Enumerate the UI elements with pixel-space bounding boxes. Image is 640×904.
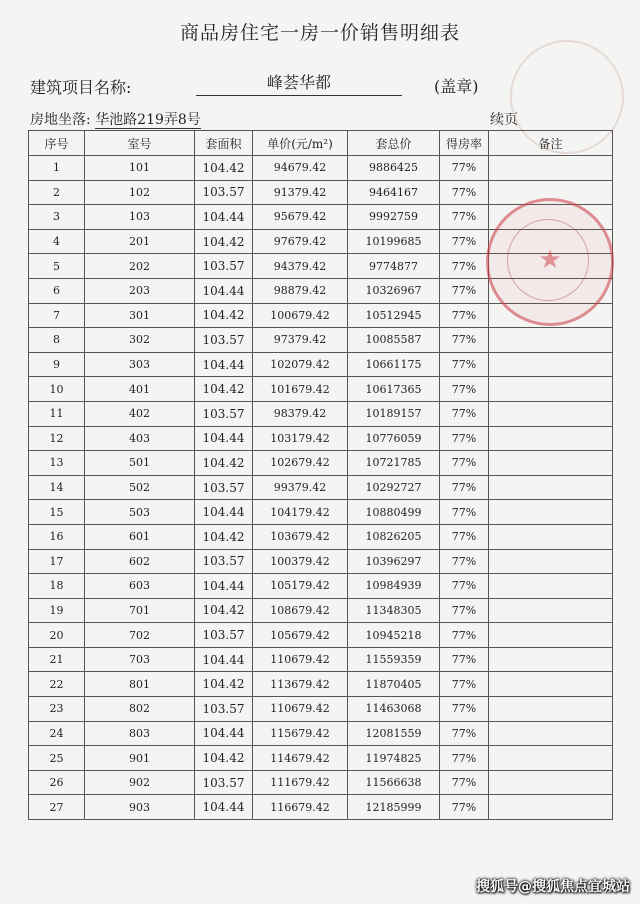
cell-room: 402 — [85, 401, 195, 426]
cell-unit-price: 99379.42 — [253, 475, 348, 500]
cell-unit-price: 100679.42 — [253, 303, 348, 328]
header-area: 套面积 — [195, 131, 253, 156]
cell-total-price: 9464167 — [348, 180, 440, 205]
cell-room: 502 — [85, 475, 195, 500]
table-row — [29, 352, 613, 377]
cell-index: 17 — [29, 549, 85, 574]
table-row — [29, 524, 613, 549]
cell-room: 601 — [85, 524, 195, 549]
cell-total-price: 11870405 — [348, 672, 440, 697]
cell-area: 103.57 — [195, 328, 253, 353]
header-efficiency: 得房率 — [440, 131, 489, 156]
cell-room: 602 — [85, 549, 195, 574]
cell-room: 902 — [85, 770, 195, 795]
cell-room: 701 — [85, 598, 195, 623]
cell-room: 703 — [85, 647, 195, 672]
cell-index: 14 — [29, 475, 85, 500]
cell-total-price: 9992759 — [348, 205, 440, 230]
cell-index: 7 — [29, 303, 85, 328]
cell-area: 104.44 — [195, 278, 253, 303]
address-label: 房地坐落: — [30, 112, 91, 128]
cell-efficiency: 77% — [440, 795, 489, 820]
cell-index: 21 — [29, 647, 85, 672]
cell-room: 801 — [85, 672, 195, 697]
cell-unit-price: 108679.42 — [253, 598, 348, 623]
cell-efficiency: 77% — [440, 475, 489, 500]
cell-efficiency: 77% — [440, 229, 489, 254]
cell-room: 501 — [85, 451, 195, 476]
cell-efficiency: 77% — [440, 205, 489, 230]
cell-unit-price: 104179.42 — [253, 500, 348, 525]
cell-area: 104.44 — [195, 721, 253, 746]
cell-area: 104.42 — [195, 672, 253, 697]
cell-area: 104.42 — [195, 229, 253, 254]
cell-total-price: 10189157 — [348, 401, 440, 426]
cell-unit-price: 97679.42 — [253, 229, 348, 254]
red-official-seal-icon: ★ — [486, 198, 614, 326]
cell-area: 104.42 — [195, 451, 253, 476]
header-unit-price: 单价(元/m²) — [253, 131, 348, 156]
cell-area: 104.44 — [195, 574, 253, 599]
table-row — [29, 328, 613, 353]
cell-room: 103 — [85, 205, 195, 230]
cell-unit-price: 95679.42 — [253, 205, 348, 230]
cell-remarks — [489, 697, 613, 722]
cell-remarks — [489, 647, 613, 672]
cell-efficiency: 77% — [440, 377, 489, 402]
address-line — [30, 109, 201, 129]
cell-unit-price: 103179.42 — [253, 426, 348, 451]
table-row — [29, 623, 613, 648]
cell-index: 12 — [29, 426, 85, 451]
cell-total-price: 10512945 — [348, 303, 440, 328]
cell-remarks — [489, 770, 613, 795]
cell-remarks — [489, 524, 613, 549]
project-name-value: 峰荟华都 — [196, 70, 402, 96]
cell-total-price: 9774877 — [348, 254, 440, 279]
cell-area: 103.57 — [195, 623, 253, 648]
cell-efficiency: 77% — [440, 647, 489, 672]
cell-remarks — [489, 574, 613, 599]
table-row — [29, 426, 613, 451]
cell-total-price: 12185999 — [348, 795, 440, 820]
cell-area: 104.42 — [195, 303, 253, 328]
cell-index: 9 — [29, 352, 85, 377]
cell-room: 401 — [85, 377, 195, 402]
cell-efficiency: 77% — [440, 328, 489, 353]
cell-index: 1 — [29, 156, 85, 181]
cell-remarks — [489, 795, 613, 820]
table-row — [29, 475, 613, 500]
cell-efficiency: 77% — [440, 352, 489, 377]
cell-unit-price: 105179.42 — [253, 574, 348, 599]
cell-index: 26 — [29, 770, 85, 795]
cell-index: 4 — [29, 229, 85, 254]
cell-unit-price: 102679.42 — [253, 451, 348, 476]
header-remarks: 备注 — [489, 131, 613, 156]
table-row — [29, 721, 613, 746]
cell-efficiency: 77% — [440, 401, 489, 426]
cell-remarks — [489, 401, 613, 426]
cell-area: 104.42 — [195, 598, 253, 623]
cell-remarks — [489, 426, 613, 451]
cell-index: 8 — [29, 328, 85, 353]
cell-room: 302 — [85, 328, 195, 353]
header-room: 室号 — [85, 131, 195, 156]
cell-remarks — [489, 598, 613, 623]
table-header-row — [29, 131, 613, 156]
cell-index: 16 — [29, 524, 85, 549]
cell-total-price: 11974825 — [348, 746, 440, 771]
cell-room: 603 — [85, 574, 195, 599]
cell-unit-price: 111679.42 — [253, 770, 348, 795]
cell-index: 15 — [29, 500, 85, 525]
cell-unit-price: 98879.42 — [253, 278, 348, 303]
cell-index: 6 — [29, 278, 85, 303]
cell-index: 5 — [29, 254, 85, 279]
cell-area: 104.42 — [195, 156, 253, 181]
cell-remarks — [489, 721, 613, 746]
cell-area: 103.57 — [195, 770, 253, 795]
cell-efficiency: 77% — [440, 254, 489, 279]
table-row — [29, 377, 613, 402]
cell-remarks — [489, 549, 613, 574]
cell-total-price: 12081559 — [348, 721, 440, 746]
cell-area: 103.57 — [195, 475, 253, 500]
cell-index: 23 — [29, 697, 85, 722]
cell-total-price: 10396297 — [348, 549, 440, 574]
cell-area: 104.44 — [195, 647, 253, 672]
cell-unit-price: 101679.42 — [253, 377, 348, 402]
cell-total-price: 9886425 — [348, 156, 440, 181]
cell-index: 22 — [29, 672, 85, 697]
cell-room: 101 — [85, 156, 195, 181]
seal-label: (盖章) — [434, 77, 479, 96]
cell-efficiency: 77% — [440, 697, 489, 722]
cell-total-price: 10826205 — [348, 524, 440, 549]
cell-index: 27 — [29, 795, 85, 820]
cell-room: 803 — [85, 721, 195, 746]
cell-area: 104.44 — [195, 426, 253, 451]
table-row — [29, 746, 613, 771]
cell-total-price: 11566638 — [348, 770, 440, 795]
cell-remarks — [489, 746, 613, 771]
cell-area: 104.44 — [195, 795, 253, 820]
table-row — [29, 549, 613, 574]
cell-index: 2 — [29, 180, 85, 205]
cell-area: 103.57 — [195, 549, 253, 574]
cell-remarks — [489, 500, 613, 525]
document-title: 商品房住宅一房一价销售明细表 — [179, 22, 460, 44]
table-row — [29, 180, 613, 205]
cell-unit-price: 116679.42 — [253, 795, 348, 820]
cell-room: 503 — [85, 500, 195, 525]
cell-efficiency: 77% — [440, 549, 489, 574]
cell-remarks — [489, 328, 613, 353]
cell-index: 25 — [29, 746, 85, 771]
cell-efficiency: 77% — [440, 500, 489, 525]
cell-unit-price: 113679.42 — [253, 672, 348, 697]
cell-efficiency: 77% — [440, 574, 489, 599]
cell-room: 403 — [85, 426, 195, 451]
cell-remarks — [489, 623, 613, 648]
cell-total-price: 10199685 — [348, 229, 440, 254]
cell-unit-price: 94379.42 — [253, 254, 348, 279]
cell-unit-price: 114679.42 — [253, 746, 348, 771]
project-name-label: 建筑项目名称: — [30, 78, 132, 97]
table-row — [29, 647, 613, 672]
cell-unit-price: 110679.42 — [253, 697, 348, 722]
cell-total-price: 11559359 — [348, 647, 440, 672]
cell-room: 901 — [85, 746, 195, 771]
cell-efficiency: 77% — [440, 180, 489, 205]
cell-index: 3 — [29, 205, 85, 230]
cell-index: 13 — [29, 451, 85, 476]
cell-total-price: 11463068 — [348, 697, 440, 722]
cell-room: 201 — [85, 229, 195, 254]
cell-area: 104.42 — [195, 746, 253, 771]
cell-total-price: 10984939 — [348, 574, 440, 599]
cell-efficiency: 77% — [440, 451, 489, 476]
cell-total-price: 10776059 — [348, 426, 440, 451]
table-row — [29, 770, 613, 795]
cell-remarks — [489, 475, 613, 500]
table-row — [29, 156, 613, 181]
cell-unit-price: 94679.42 — [253, 156, 348, 181]
cell-efficiency: 77% — [440, 278, 489, 303]
cell-total-price: 10880499 — [348, 500, 440, 525]
cell-unit-price: 100379.42 — [253, 549, 348, 574]
address-value: 华池路219弄8号 — [95, 112, 201, 128]
cell-area: 104.44 — [195, 500, 253, 525]
cell-area: 103.57 — [195, 401, 253, 426]
cell-area: 103.57 — [195, 254, 253, 279]
cell-total-price: 10661175 — [348, 352, 440, 377]
cell-unit-price: 102079.42 — [253, 352, 348, 377]
cell-unit-price: 91379.42 — [253, 180, 348, 205]
cell-remarks — [489, 672, 613, 697]
cell-efficiency: 77% — [440, 721, 489, 746]
cell-room: 102 — [85, 180, 195, 205]
cell-unit-price: 110679.42 — [253, 647, 348, 672]
cell-efficiency: 77% — [440, 598, 489, 623]
header-index: 序号 — [29, 131, 85, 156]
cell-remarks — [489, 451, 613, 476]
cell-index: 24 — [29, 721, 85, 746]
watermark: 搜狐号@搜狐焦点宜城站 — [476, 879, 630, 895]
table-row — [29, 574, 613, 599]
cell-area: 103.57 — [195, 697, 253, 722]
cell-efficiency: 77% — [440, 303, 489, 328]
cell-index: 18 — [29, 574, 85, 599]
cell-total-price: 10721785 — [348, 451, 440, 476]
cell-efficiency: 77% — [440, 524, 489, 549]
table-row — [29, 672, 613, 697]
cell-room: 702 — [85, 623, 195, 648]
header-total-price: 套总价 — [348, 131, 440, 156]
cell-index: 10 — [29, 377, 85, 402]
table-row — [29, 500, 613, 525]
cell-total-price: 10085587 — [348, 328, 440, 353]
cell-room: 303 — [85, 352, 195, 377]
cell-efficiency: 77% — [440, 426, 489, 451]
cell-remarks — [489, 377, 613, 402]
cell-total-price: 10945218 — [348, 623, 440, 648]
cell-efficiency: 77% — [440, 770, 489, 795]
table-row — [29, 598, 613, 623]
cell-room: 301 — [85, 303, 195, 328]
table-row — [29, 697, 613, 722]
cell-unit-price: 97379.42 — [253, 328, 348, 353]
cell-index: 20 — [29, 623, 85, 648]
cell-total-price: 11348305 — [348, 598, 440, 623]
cell-room: 202 — [85, 254, 195, 279]
cell-index: 11 — [29, 401, 85, 426]
cell-area: 104.42 — [195, 377, 253, 402]
table-row — [29, 451, 613, 476]
cell-room: 203 — [85, 278, 195, 303]
cell-efficiency: 77% — [440, 156, 489, 181]
cell-room: 903 — [85, 795, 195, 820]
cell-remarks — [489, 156, 613, 181]
cell-area: 104.44 — [195, 205, 253, 230]
cell-remarks — [489, 352, 613, 377]
table-row — [29, 401, 613, 426]
cell-area: 104.42 — [195, 524, 253, 549]
cell-efficiency: 77% — [440, 623, 489, 648]
cell-total-price: 10292727 — [348, 475, 440, 500]
cell-unit-price: 105679.42 — [253, 623, 348, 648]
cell-room: 802 — [85, 697, 195, 722]
cell-total-price: 10617365 — [348, 377, 440, 402]
cell-unit-price: 98379.42 — [253, 401, 348, 426]
cell-efficiency: 77% — [440, 746, 489, 771]
cell-index: 19 — [29, 598, 85, 623]
cell-efficiency: 77% — [440, 672, 489, 697]
cell-total-price: 10326967 — [348, 278, 440, 303]
continued-page-label: 续页 — [490, 112, 518, 128]
cell-unit-price: 103679.42 — [253, 524, 348, 549]
cell-area: 103.57 — [195, 180, 253, 205]
table-row — [29, 795, 613, 820]
cell-unit-price: 115679.42 — [253, 721, 348, 746]
cell-area: 104.44 — [195, 352, 253, 377]
